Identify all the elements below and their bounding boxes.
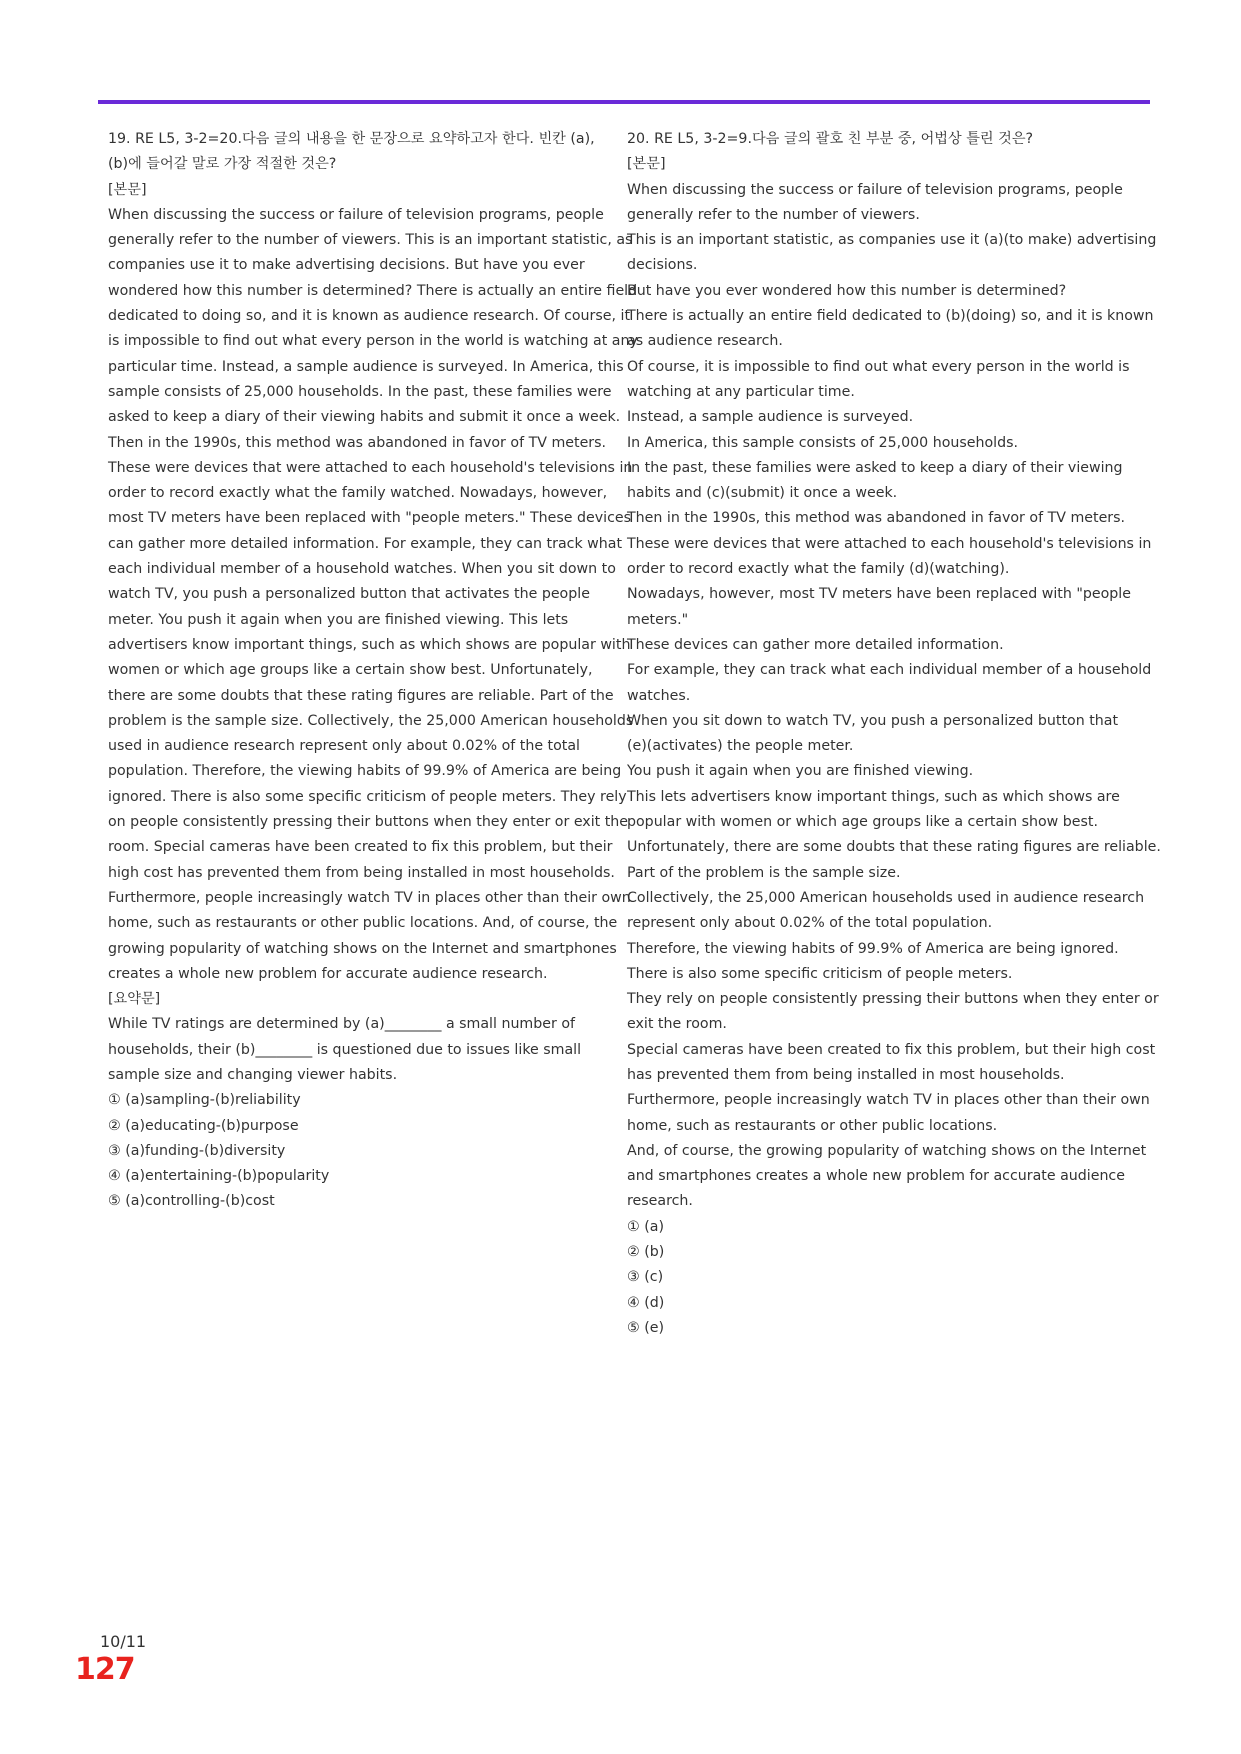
question-19	[108, 127, 638, 1215]
text-line: on people consistently pressing their buttons when they enter or exit the	[108, 814, 628, 831]
text-line: ② (b)	[627, 1244, 665, 1261]
page-fraction: 10/11	[100, 1632, 147, 1651]
text-line: sample size and changing viewer habits.	[108, 1066, 398, 1083]
text-line: is impossible to find out what every person in the world is watching at any	[108, 333, 638, 350]
text-line: 19. RE L5, 3-2=20.다음 글의 내용을 한 문장으로 요약하고자 한다. 빈칸 (a),	[108, 131, 595, 147]
text-line: (e)(activates) the people meter.	[627, 738, 854, 755]
text-line: meter. You push it again when you are finished viewing. This lets	[108, 611, 569, 628]
header-accent-rule	[98, 100, 1150, 104]
text-line: there are some doubts that these rating figures are reliable. Part of the	[108, 687, 614, 704]
text-line: Collectively, the 25,000 American households used in audience research	[627, 889, 1145, 906]
text-line: generally refer to the number of viewers.	[627, 206, 920, 223]
text-line: [요약문]	[108, 991, 161, 1008]
text-line: When discussing the success or failure of television programs, people	[108, 206, 604, 223]
text-line: For example, they can track what each individual member of a household	[627, 662, 1152, 679]
text-line: meters."	[627, 611, 689, 628]
text-line: While TV ratings are determined by (a)________ a small number of	[108, 1016, 576, 1033]
text-line: problem is the sample size. Collectively, the 25,000 American households	[108, 712, 634, 729]
page-number: 127	[75, 1652, 135, 1687]
text-line: wondered how this number is determined? There is actually an entire field	[108, 282, 638, 299]
text-line: represent only about 0.02% of the total population.	[627, 915, 993, 932]
text-line: This lets advertisers know important things, such as which shows are	[627, 788, 1120, 805]
text-line: ④ (d)	[627, 1294, 665, 1311]
text-line: research.	[627, 1193, 693, 1210]
text-line: Then in the 1990s, this method was abandoned in favor of TV meters.	[627, 510, 1126, 527]
text-line: In the past, these families were asked to keep a diary of their viewing	[627, 459, 1123, 476]
text-line: (b)에 들어갈 말로 가장 적절한 것은?	[108, 156, 337, 173]
text-line: Then in the 1990s, this method was abandoned in favor of TV meters.	[108, 434, 607, 451]
text-line: They rely on people consistently pressing their buttons when they enter or	[627, 991, 1159, 1008]
text-line: room. Special cameras have been created to fix this problem, but their	[108, 839, 613, 856]
text-line: When discussing the success or failure of television programs, people	[627, 181, 1123, 198]
text-line: ① (a)sampling-(b)reliability	[108, 1092, 301, 1109]
text-line: and smartphones creates a whole new problem for accurate audience	[627, 1168, 1125, 1185]
text-line: home, such as restaurants or other public locations. And, of course, the	[108, 915, 618, 932]
text-line: watching at any particular time.	[627, 383, 855, 400]
text-line: Instead, a sample audience is surveyed.	[627, 409, 914, 426]
text-line: There is actually an entire field dedicated to (b)(doing) so, and it is known	[627, 308, 1154, 325]
text-line: You push it again when you are finished viewing.	[627, 763, 974, 780]
text-line: high cost has prevented them from being installed in most households.	[108, 864, 615, 881]
text-line: decisions.	[627, 257, 698, 274]
text-line: growing popularity of watching shows on the Internet and smartphones	[108, 940, 617, 957]
text-line: has prevented them from being installed in most households.	[627, 1066, 1065, 1083]
text-line: Therefore, the viewing habits of 99.9% of America are being ignored.	[627, 940, 1119, 957]
text-line: But have you ever wondered how this number is determined?	[627, 282, 1067, 299]
text-line: In America, this sample consists of 25,000 households.	[627, 434, 1019, 451]
text-line: particular time. Instead, a sample audience is surveyed. In America, this	[108, 358, 624, 375]
text-line: ④ (a)entertaining-(b)popularity	[108, 1168, 330, 1185]
text-line: as audience research.	[627, 333, 783, 350]
text-line: each individual member of a household watches. When you sit down to	[108, 561, 616, 578]
text-line: popular with women or which age groups like a certain show best.	[627, 814, 1098, 831]
text-line: watch TV, you push a personalized button that activates the people	[108, 586, 590, 603]
text-line: 20. RE L5, 3-2=9.다음 글의 괄호 친 부분 중, 어법상 틀린 것은?	[627, 131, 1034, 147]
text-line: ⑤ (e)	[627, 1319, 665, 1336]
text-line: Unfortunately, there are some doubts that these rating figures are reliable.	[627, 839, 1161, 856]
text-line: order to record exactly what the family (d)(watching).	[627, 561, 1010, 578]
text-line: [본문]	[108, 181, 147, 198]
text-line: ① (a)	[627, 1218, 664, 1235]
text-line: home, such as restaurants or other public locations.	[627, 1117, 998, 1134]
text-line: Nowadays, however, most TV meters have been replaced with "people	[627, 586, 1131, 603]
text-line: used in audience research represent only about 0.02% of the total	[108, 738, 581, 755]
text-line: Of course, it is impossible to find out what every person in the world is	[627, 358, 1130, 375]
text-line: women or which age groups like a certain show best. Unfortunately,	[108, 662, 593, 679]
text-line: creates a whole new problem for accurate audience research.	[108, 965, 548, 982]
text-line: most TV meters have been replaced with "people meters." These devices	[108, 510, 631, 527]
question-20	[627, 127, 1161, 1341]
text-line: These were devices that were attached to each household's televisions in	[627, 535, 1152, 552]
text-line: And, of course, the growing popularity of watching shows on the Internet	[627, 1142, 1147, 1159]
text-line: These devices can gather more detailed information.	[627, 636, 1004, 653]
text-line: ignored. There is also some specific criticism of people meters. They rely	[108, 788, 627, 805]
text-line: advertisers know important things, such as which shows are popular with	[108, 636, 631, 653]
text-line: Furthermore, people increasingly watch TV in places other than their own	[108, 889, 631, 906]
text-line: ③ (a)funding-(b)diversity	[108, 1142, 286, 1159]
text-line: Furthermore, people increasingly watch TV in places other than their own	[627, 1092, 1150, 1109]
text-line: When you sit down to watch TV, you push a personalized button that	[627, 712, 1119, 729]
text-line: population. Therefore, the viewing habits of 99.9% of America are being	[108, 763, 622, 780]
text-line: [본문]	[627, 156, 666, 173]
text-line: Special cameras have been created to fix this problem, but their high cost	[627, 1041, 1156, 1058]
text-line: households, their (b)________ is questioned due to issues like small	[108, 1041, 582, 1058]
text-line: This is an important statistic, as companies use it (a)(to make) advertising	[627, 232, 1157, 249]
text-line: ③ (c)	[627, 1269, 664, 1286]
text-line: habits and (c)(submit) it once a week.	[627, 485, 898, 502]
text-line: can gather more detailed information. For example, they can track what	[108, 535, 623, 552]
text-line: exit the room.	[627, 1016, 727, 1033]
text-line: watches.	[627, 687, 691, 704]
text-line: dedicated to doing so, and it is known as audience research. Of course, it	[108, 308, 631, 325]
text-line: ② (a)educating-(b)purpose	[108, 1117, 299, 1134]
text-line: asked to keep a diary of their viewing habits and submit it once a week.	[108, 409, 621, 426]
text-line: order to record exactly what the family watched. Nowadays, however,	[108, 485, 608, 502]
text-line: sample consists of 25,000 households. In the past, these families were	[108, 383, 612, 400]
text-line: Part of the problem is the sample size.	[627, 864, 901, 881]
text-line: ⑤ (a)controlling-(b)cost	[108, 1193, 275, 1210]
text-line: generally refer to the number of viewers. This is an important statistic, as	[108, 232, 633, 249]
text-line: These were devices that were attached to each household's televisions in	[108, 459, 633, 476]
text-line: There is also some specific criticism of people meters.	[627, 965, 1013, 982]
text-line: companies use it to make advertising decisions. But have you ever	[108, 257, 585, 274]
